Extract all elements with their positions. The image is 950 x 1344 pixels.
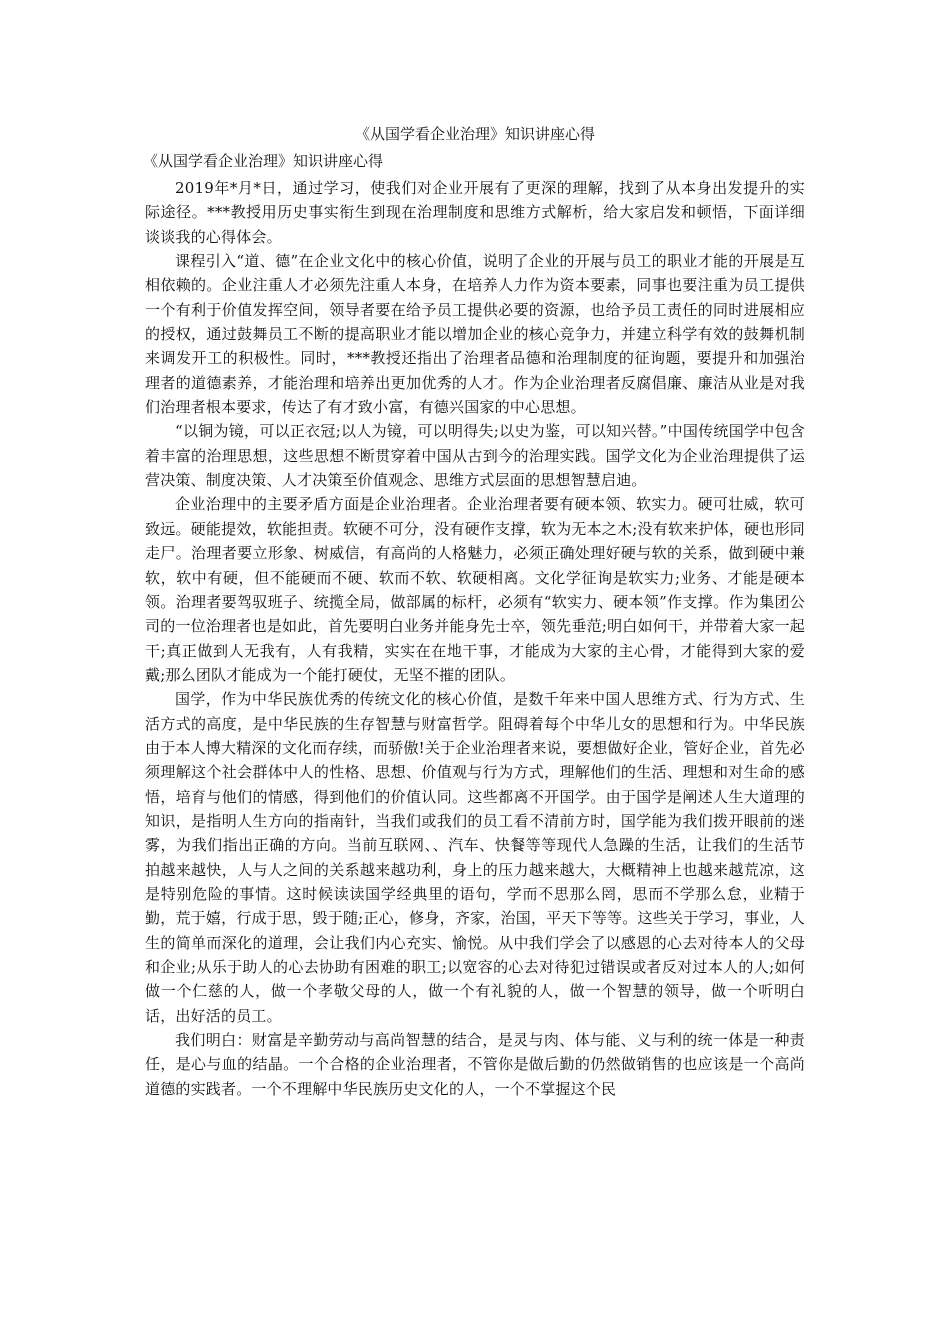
paragraph-wealth: 我们明白：财富是辛勤劳动与高尚智慧的结合，是灵与肉、体与能、义与利的统一体是一种责任，是心与血的结晶。一个合格的企业治理者，不管你是做后勤的仍然做销售的也应该是一个高尚道德的实践者。一个不理解中华民族历史文化的人，一个不掌握这个民: [145, 1031, 805, 1098]
document-body: [145, 176, 805, 1101]
document-title: 《从国学看企业治理》知识讲座心得: [354, 125, 595, 143]
paragraph-hard-soft: 企业治理中的主要矛盾方面是企业治理者。企业治理者要有硬本领、软实力。硬可壮威，软可致远。硬能提效，软能担责。软硬不可分，没有硬作支撑，软为无本之木;没有软来护体，硬也形同走尸。治理者要立形象、树威信，有高尚的人格魅力，必须正确处理好硬与软的关系，做到硬中兼软，软中有硬，但不能硬而不硬、软而不软、软硬相离。文化学征询是软实力;业务、才能是硬本领。治理者要驾驭班子、统揽全局，做部属的标杆，必须有“软实力、硬本领”作支撑。作为集团公司的一位治理者也是如此，首先要明白业务并能身先士卒，领先垂范;明白如何干，并带着大家一起干;真正做到人无我有，人有我精，实实在在地干事，才能成为大家的主心骨，才能得到大家的爱戴;那么团队才能成为一个能打硬仗，无坚不摧的团队。: [145, 495, 805, 684]
paragraph-guoxue: 国学，作为中华民族优秀的传统文化的核心价值，是数千年来中国人思维方式、行为方式、生活方式的高度，是中华民族的生存智慧与财富哲学。阻碍着每个中华儿女的思想和行为。中华民族由于本人博大精深的文化而存续，而骄傲!关于企业治理者来说，要想做好企业，管好企业，首先必须理解这个社会群体中人的性格、思想、价值观与行为方式，理解他们的生活、理想和对生命的感悟，培育与他们的情感，得到他们的价值认同。这些都离不开国学。由于国学是阐述人生大道理的知识，是指明人生方向的指南针，当我们或我们的员工看不清前方时，国学能为我们拨开眼前的迷雾，为我们指出正确的方向。当前互联网、、汽车、快餐等等现代人急躁的生活，让我们的生活节拍越来越快，人与人之间的关系越来越功利，身上的压力越来越大，大概精神上也越来越荒凉，这是特别危险的事情。这时候读读国学经典里的语句，学而不思那么罔，思而不学那么怠，业精于勤，荒于嬉，行成于思，毁于随;正心，修身，齐家，治国，平天下等等。这些关于学习，事业，人生的简单而深化的道理，会让我们内心充实、愉悦。从中我们学会了以感恩的心去对待本人的父母和企业;从乐于助人的心去协助有困难的职工;以宽容的心去对待犯过错误或者反对过本人的人;如何做一个仁慈的人，做一个孝敬父母的人，做一个有礼貌的人，做一个智慧的领导，做一个听明白话，出好活的员工。: [145, 690, 805, 1025]
paragraph-course-intro: 课程引入“道、德”在企业文化中的核心价值，说明了企业的开展与员工的职业才能的开展是互相依赖的。企业注重人才必须先注重人本身，在培养人力作为资本要素，同事也要注重为员工提供一个有利于价值发挥空间，领导者要在给予员工提供必要的资源，也给予员工责任的同时进展相应的授权，通过鼓舞员工不断的提高职业才能以增加企业的核心竞争力，并建立科学有效的鼓舞机制来调发开工的积极性。同时，***教授还指出了治理者品德和治理制度的征询题，要提升和加强治理者的道德素养，才能治理和培养出更加优秀的人才。作为企业治理者反腐倡廉、廉洁从业是对我们治理者根本要求，传达了有才致小富，有德兴国家的中心思想。: [145, 252, 805, 417]
paragraph-intro: 2019年*月*日，通过学习，使我们对企业开展有了更深的理解，找到了从本身出发提升的实际途径。***教授用历史事实衔生到现在治理制度和思维方式解析，给大家启发和顿悟，下面详细谈谈我的心得体会。: [145, 179, 805, 246]
document-subtitle: 《从国学看企业治理》知识讲座心得: [143, 152, 384, 170]
paragraph-quote: “以铜为镜，可以正衣冠;以人为镜，可以明得失;以史为鉴，可以知兴替。”中国传统国学中包含着丰富的治理思想，这些思想不断贯穿着中国从古到今的治理实践。国学文化为企业治理提供了运营决策、制度决策、人才决策至价值观念、思维方式层面的思想智慧启迪。: [145, 422, 805, 490]
